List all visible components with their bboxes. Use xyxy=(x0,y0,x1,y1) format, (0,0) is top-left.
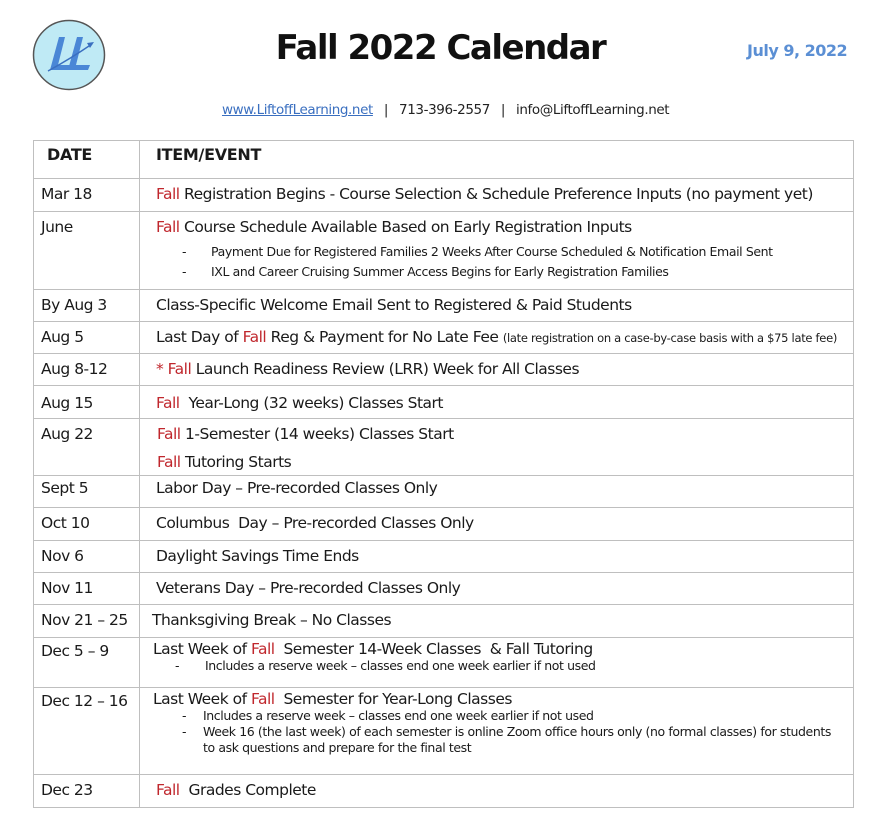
event-text: Last Day of xyxy=(156,328,243,346)
row-date: Aug 22 xyxy=(34,419,140,476)
event-text: Registration Begins - Course Selection & Schedule Preference Inputs (no payment yet) xyxy=(179,185,813,203)
fall-label: Fall xyxy=(242,328,267,346)
row-event: Daylight Savings Time Ends xyxy=(140,541,854,573)
bullet-item: - Payment Due for Registered Families 2 Weeks After Course Scheduled & Notification Email Sent xyxy=(182,244,773,259)
event-text: Tutoring Starts xyxy=(180,453,292,471)
document-date: July 9, 2022 xyxy=(747,41,848,60)
row-date: Sept 5 xyxy=(34,476,140,508)
bullet-item: - IXL and Career Cruising Summer Access Begins for Early Registration Families xyxy=(182,264,669,279)
table-row xyxy=(34,508,854,541)
fall-label: Fall xyxy=(156,394,180,412)
bullet-item: - Week 16 (the last week) of each semester is online Zoom office hours only (no formal classes) for students to ask questions and prepare for the final test xyxy=(182,724,831,755)
bullet-text: Includes a reserve week – classes end one week earlier if not used xyxy=(205,658,596,673)
row-date: Nov 21 – 25 xyxy=(34,605,140,638)
fall-label: Fall xyxy=(156,185,180,203)
separator: | xyxy=(500,102,506,118)
event-text: Semester for Year-Long Classes xyxy=(274,690,512,708)
phone-number: 713-396-2557 xyxy=(399,102,490,118)
row-date: June xyxy=(34,212,140,290)
row-event xyxy=(140,386,854,419)
fall-label: * Fall xyxy=(156,360,192,378)
table-row xyxy=(34,476,854,508)
row-date: Dec 5 – 9 xyxy=(34,638,140,688)
row-event: Veterans Day – Pre-recorded Classes Only xyxy=(140,573,854,605)
bullet-text: IXL and Career Cruising Summer Access Begins for Early Registration Families xyxy=(211,264,669,279)
table-row xyxy=(34,212,854,290)
calendar-table xyxy=(33,140,854,808)
row-event: Labor Day – Pre-recorded Classes Only xyxy=(140,476,854,508)
bullet-text: Payment Due for Registered Families 2 Weeks After Course Scheduled & Notification Email Sent xyxy=(211,244,773,259)
fall-label: Fall xyxy=(156,781,180,799)
event-text: Grades Complete xyxy=(179,781,316,799)
row-date: Dec 23 xyxy=(34,775,140,808)
table-row xyxy=(34,573,854,605)
event-note: (late registration on a case-by-case basis with a $75 late fee) xyxy=(502,331,838,345)
row-event xyxy=(140,688,854,775)
page-title: Fall 2022 Calendar xyxy=(275,28,606,68)
event-text: Last Week of xyxy=(153,640,251,658)
table-row xyxy=(34,179,854,212)
row-date: Mar 18 xyxy=(34,179,140,212)
row-event xyxy=(140,354,854,386)
row-date: Aug 15 xyxy=(34,386,140,419)
table-row xyxy=(34,688,854,775)
header-item-event: ITEM/EVENT xyxy=(140,141,854,179)
event-text: Semester 14-Week Classes & Fall Tutoring xyxy=(274,640,593,658)
table-row xyxy=(34,419,854,476)
event-text: 1-Semester (14 weeks) Classes Start xyxy=(180,425,454,443)
row-event: Thanksgiving Break – No Classes xyxy=(140,605,854,638)
table-row xyxy=(34,541,854,573)
table-row xyxy=(34,386,854,419)
fall-label: Fall xyxy=(157,453,181,471)
bullet-item: - Includes a reserve week – classes end one week earlier if not used xyxy=(175,658,596,673)
row-event xyxy=(140,638,854,688)
row-event xyxy=(140,322,854,354)
fall-label: Fall xyxy=(250,690,275,708)
row-event xyxy=(140,419,854,476)
fall-label: Fall xyxy=(156,218,180,236)
row-event: Columbus Day – Pre-recorded Classes Only xyxy=(140,508,854,541)
row-event xyxy=(140,212,854,290)
header-date: DATE xyxy=(34,141,140,179)
email-address: info@LiftoffLearning.net xyxy=(516,102,670,118)
event-text: Last Week of xyxy=(153,690,251,708)
contact-line xyxy=(222,102,669,118)
row-date: Dec 12 – 16 xyxy=(34,688,140,775)
table-row xyxy=(34,775,854,808)
row-date: Nov 11 xyxy=(34,573,140,605)
row-event xyxy=(140,775,854,808)
row-date: Oct 10 xyxy=(34,508,140,541)
table-row xyxy=(34,354,854,386)
table-header-row xyxy=(34,141,854,179)
website-link[interactable]: www.LiftoffLearning.net xyxy=(222,102,373,118)
table-row xyxy=(34,290,854,322)
event-text: Reg & Payment for No Late Fee xyxy=(266,328,503,346)
table-row xyxy=(34,638,854,688)
bullet-text: Week 16 (the last week) of each semester is online Zoom office hours only (no formal classes) for students to ask questions and prepare for the final test xyxy=(203,724,831,755)
bullet-text: Includes a reserve week – classes end one week earlier if not used xyxy=(203,708,594,723)
row-date: Nov 6 xyxy=(34,541,140,573)
row-event: Class-Specific Welcome Email Sent to Registered & Paid Students xyxy=(140,290,854,322)
event-text: Year-Long (32 weeks) Classes Start xyxy=(179,394,443,412)
row-event xyxy=(140,179,854,212)
bullet-item: - Includes a reserve week – classes end one week earlier if not used xyxy=(182,708,594,723)
row-date: By Aug 3 xyxy=(34,290,140,322)
table-row xyxy=(34,322,854,354)
row-date: Aug 8-12 xyxy=(34,354,140,386)
separator: | xyxy=(383,102,389,118)
event-text: Launch Readiness Review (LRR) Week for All Classes xyxy=(191,360,580,378)
row-date: Aug 5 xyxy=(34,322,140,354)
fall-label: Fall xyxy=(250,640,275,658)
fall-label: Fall xyxy=(157,425,181,443)
event-text: Course Schedule Available Based on Early Registration Inputs xyxy=(179,218,632,236)
table-row xyxy=(34,605,854,638)
